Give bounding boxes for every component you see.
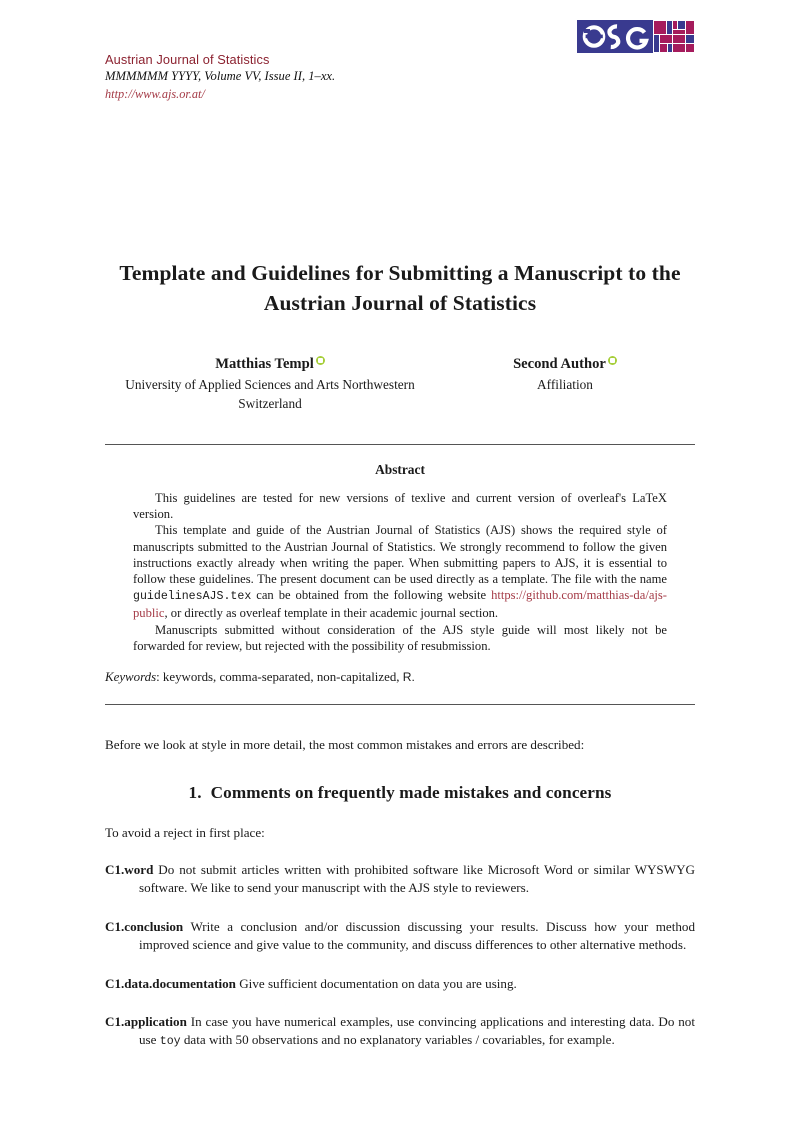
author-name-2-text: Second Author [513,356,606,372]
concerns-list [105,861,695,1052]
list-item-text-part1: In case you have numerical examples, use convincing applications and interesting data. Do not use [139,1014,695,1048]
osg-logo-wordmark [577,20,653,53]
author-affiliation-2: Affiliation [537,377,593,392]
template-filename: guidelinesAJS.tex [133,590,252,604]
inline-code-toy: toy [159,1035,181,1049]
author-list [105,354,695,413]
abstract-p2-part3: , or directly as overleaf template in their academic journal section. [164,606,499,621]
list-item-term: C1.conclusion [105,918,184,934]
lead-paragraph: Before we look at style in more detail, the most common mistakes and errors are described: [105,737,585,753]
list-item [105,1013,695,1052]
abstract-paragraph-1: This guidelines are tested for new versions of texlive and current version of overleaf's LaTeX version. [133,491,667,522]
section-heading-1 [105,783,695,803]
author-name-1-text: Matthias Templ [215,356,314,372]
page-content-column [105,0,695,1052]
section-intro-line: To avoid a reject in first place: [105,825,265,841]
list-item-term: C1.application [105,1014,187,1030]
author-name-2 [435,354,695,374]
keywords-value-r: R. [402,670,415,685]
abstract-body [133,490,667,654]
list-item-text: Do not submit articles written with prohibited software like Microsoft Word or similar WYSWYG software. We like to send your manuscript with the AJS style to reviewers. [139,862,695,896]
journal-url-link[interactable]: http://www.ajs.or.at/ [105,87,205,101]
abstract-p2-part1: This template and guide of the Austrian Journal of Statistics (AJS) shows the required style of manuscripts submitted to the Austrian Journal of Statistics. We strongly recommend to follow the given instructions exactly already when writing the paper. When submitting papers to AJS, it is essential to follow these guidelines. The present document can be used directly as a template. The file with the name [133,523,667,587]
keywords-line [105,669,695,686]
author-affiliation-1: University of Applied Sciences and Arts Northwestern Switzerland [125,377,415,411]
author-name-1 [105,354,435,374]
list-item-text: Give sufficient documentation on data you are using. [235,975,517,991]
keywords-value: keywords, comma-separated, non-capitalized, [162,670,403,685]
list-item [105,861,695,898]
orcid-icon[interactable] [316,356,325,365]
abstract-heading: Abstract [375,462,425,477]
journal-title: Austrian Journal of Statistics [105,52,270,67]
github-repo-link[interactable]: https://github.com/matthias-da/ajs-public [133,588,667,621]
abstract-p2-part2: can be obtained from the following website [251,588,492,603]
list-item [105,975,695,993]
abstract-paragraph-2 [133,522,667,621]
keywords-label: Keywords [105,670,157,685]
abstract-paragraph-3: Manuscripts submitted without consideration of the AJS style guide will most likely not be forwarded for review, but rejected with the possibility of resubmission. [133,622,667,653]
abstract-bottom-rule [105,704,695,705]
keywords-separator: : [156,670,163,685]
osg-logo [577,20,695,53]
list-item [105,918,695,955]
list-item-text: Write a conclusion and/or discussion discussing your results. Discuss how your method improved science and give value to the community, and discuss differences to other alternative methods. [139,918,695,953]
list-item-term: C1.word [105,862,154,878]
journal-issue-line: MMMMMM YYYY, Volume VV, Issue II, 1–xx. [105,69,336,83]
journal-masthead [105,0,695,130]
abstract-top-rule [105,444,695,445]
orcid-icon[interactable] [608,356,617,365]
list-item-term: C1.data.documentation [105,975,236,991]
list-item-text-part2: data with 50 observations and no explanatory variables / covariables, for example. [180,1032,615,1048]
author-block-1 [105,354,435,413]
osg-logo-mosaic [653,20,695,53]
paper-title: Template and Guidelines for Submitting a Manuscript to the Austrian Journal of Statistics [119,261,681,315]
section-title: Comments on frequently made mistakes and concerns [210,783,612,803]
section-number: 1. [188,783,202,803]
author-block-2 [435,354,695,413]
